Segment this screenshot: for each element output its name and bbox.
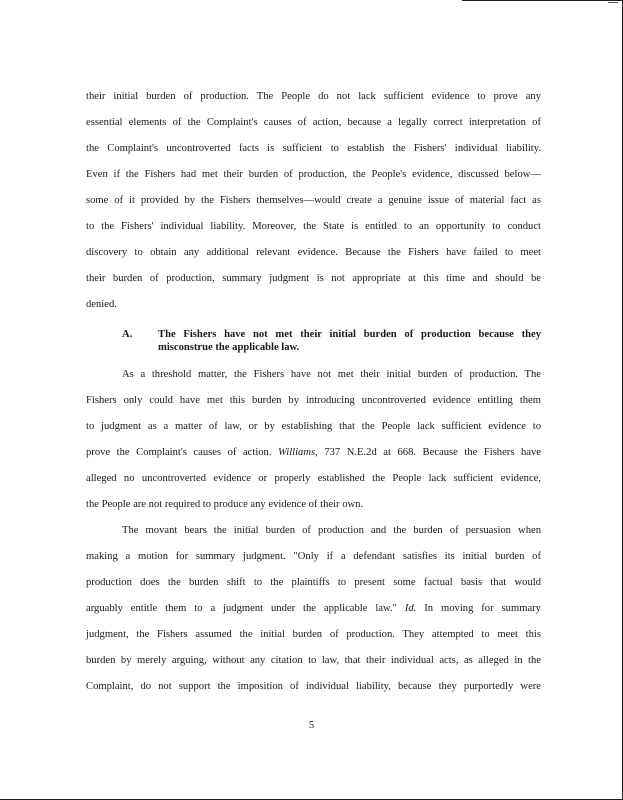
paragraph-3-line-7: Complaint, do not support the imposition of individual liability, because they purportedly were [86,681,541,692]
paragraph-2-line-3: to judgment as a matter of law, or by establishing that the People lack sufficient evidence to [86,421,541,432]
paragraph-2-line-4 [86,446,541,459]
section-heading-line-1: The Fishers have not met their initial burden of production because they [158,329,541,340]
paragraph-2-line-4-text-b: , 737 N.E.2d at 668. Because the Fishers have [315,447,541,458]
paragraph-3-line-5: judgment, the Fishers assumed the initial burden of production. They attempted to meet this [86,629,541,640]
case-citation-id: Id. [404,603,417,614]
paragraph-2-line-5: alleged no uncontroverted evidence or properly established the People lack sufficient evidence, [86,473,541,484]
paragraph-3-line-1: The movant bears the initial burden of production and the burden of persuasion when [122,525,541,536]
paragraph-1-line-7: discovery to obtain any additional relevant evidence. Because the Fishers have failed to meet [86,247,541,258]
paragraph-2-line-6: the People are not required to produce any evidence of their own. [86,499,364,510]
paragraph-1-line-8: their burden of production, summary judgment is not appropriate at this time and should be [86,273,541,284]
paragraph-3-line-4-text-b: In moving for summary [416,603,541,614]
paragraph-3-line-3: production does the burden shift to the plaintiffs to present some factual basis that would [86,577,541,588]
paragraph-1-line-3: the Complaint's uncontroverted facts is sufficient to establish the Fishers' individual liability. [86,143,541,154]
paragraph-2-line-4-text-a: prove the Complaint's causes of action. [86,447,279,458]
paragraph-3-line-6: burden by merely arguing, without any citation to law, that their individual acts, as alleged in the [86,655,541,666]
paragraph-1-line-1: their initial burden of production. The People do not lack sufficient evidence to prove any [86,91,541,102]
page-number: 5 [308,720,315,731]
section-heading-label: A. [122,329,133,340]
section-heading-line-2: misconstrue the applicable law. [158,342,300,353]
paragraph-1-line-5: some of it provided by the Fishers themselves—would create a genuine issue of material fact as [86,195,541,206]
paragraph-2-line-1: As a threshold matter, the Fishers have not met their initial burden of production. The [122,369,541,380]
paragraph-3-line-4-text-a: arguably entitle them to a judgment under the applicable law." [86,603,405,614]
page-corner-tick [608,2,618,3]
paragraph-1-line-9: denied. [86,299,117,310]
paragraph-2-line-2: Fishers only could have met this burden by introducing uncontroverted evidence entitling them [86,395,541,406]
paragraph-3-line-4 [86,602,541,615]
paragraph-1-line-2: essential elements of the Complaint's causes of action, because a legally correct interpretation of [86,117,541,128]
paragraph-3-line-2: making a motion for summary judgment. "Only if a defendant satisfies its initial burden of [86,551,541,562]
page-corner-border [462,0,622,1]
paragraph-1-line-4: Even if the Fishers had met their burden of production, the People's evidence, discussed below— [86,169,541,180]
paragraph-1-line-6: to the Fishers' individual liability. Moreover, the State is entitled to an opportunity to conduct [86,221,541,232]
case-citation-williams: Williams [278,447,316,458]
